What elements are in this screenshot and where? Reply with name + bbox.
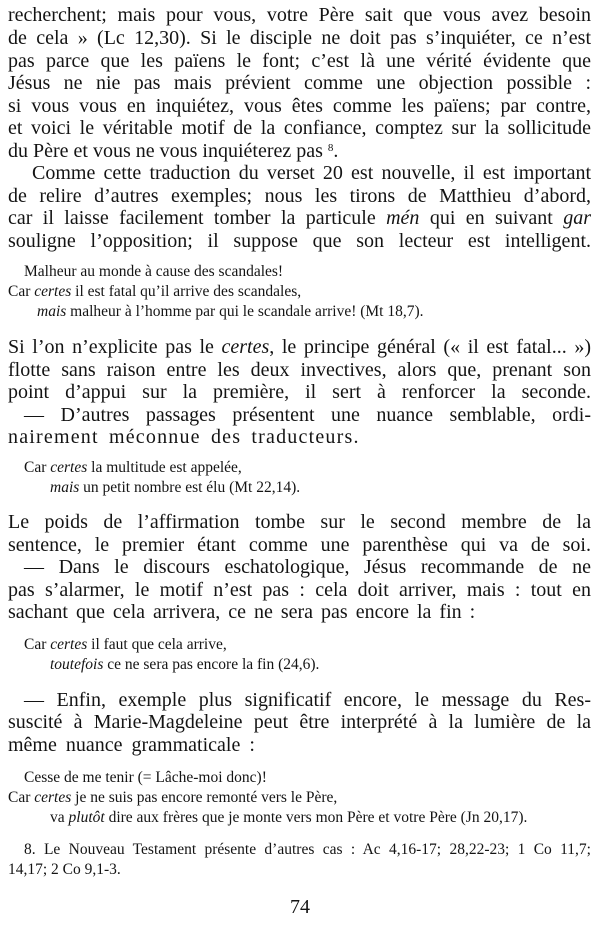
quote-line [50,478,300,497]
italic-term: certes [34,789,72,806]
text-line: sachant que cela arrivera, ce ne sera pas encore la fin : [8,601,476,623]
italic-term: certes [50,636,88,653]
text-line: — Dans le discours eschatologique, Jésus recommande de ne [24,556,591,578]
text-run: , le principe général (« il est fatal... ») [269,336,591,358]
italic-term: mén [386,207,420,229]
italic-term: certes [34,283,72,300]
text-line: si vous vous en inquiétez, vous êtes comme les païens; par contre, [8,95,591,117]
text-line: et voici le véritable motif de la confiance, comptez sur la sollicitude [8,117,591,139]
text-line: de relire d’autres exemples; nous les tirons de Matthieu d’abord, [8,185,591,207]
text-line [8,207,591,229]
text-run: va [50,809,69,826]
italic-term: toutefois [50,656,104,673]
text-run: car il laisse facilement tomber la particule [8,207,387,229]
italic-term: certes [50,459,88,476]
text-line: souligne l’opposition; il suppose que son lecteur est intelligent. [8,230,591,252]
text-run: ce ne sera pas encore la fin (24,6). [103,656,320,673]
text-run: Car [8,283,35,300]
text-line: Comme cette traduction du verset 20 est nouvelle, il est important [32,162,591,184]
quote-line [50,808,527,827]
text-run: . [333,140,339,162]
text-line: nairement méconnue des traducteurs. [8,426,360,448]
quote-line [24,458,242,477]
page-number: 74 [290,896,310,918]
footnote-line: 14,17; 2 Co 9,1-3. [8,861,121,878]
italic-term: mais [37,303,67,320]
text-line: de cela » (Lc 12,30). Si le disciple ne doit pas s’inquiéter, ce n’est [8,27,591,49]
text-line: point d’appui sur la première, il sert à renforcer la seconde. [8,381,591,403]
text-line: — Enfin, exemple plus significatif encore, le message du Res- [24,689,591,711]
text-line: Jésus ne nie pas mais prévient comme une objection possible : [8,72,591,94]
quote-line [37,302,424,321]
text-line: Le poids de l’affirmation tombe sur le second membre de la [8,511,591,533]
text-run: Si l’on n’explicite pas le [8,336,222,358]
italic-term: gar [563,207,591,229]
quote-line [50,655,319,674]
text-run: il est fatal qu’il arrive des scandales, [71,283,302,300]
quote-line: Malheur au monde à cause des scandales! [24,263,284,280]
text-run: la multitude est appelée, [87,459,242,476]
quote-line: Cesse de me tenir (= Lâche-moi donc)! [24,769,267,786]
text-run: qui en suivant [419,207,564,229]
text-run: du Père et vous ne vous inquiéterez pas [8,140,323,162]
text-run: il faut que cela arrive, [87,636,227,653]
italic-term: certes [221,336,270,358]
text-line: pas parce que les païens le font; c’est là une vérité évidente que [8,50,591,72]
quote-line [8,282,301,301]
footnote-line: 8. Le Nouveau Testament présente d’autres cas : Ac 4,16-17; 28,22-23; 1 Co 11,7; [24,841,591,858]
footnote-ref[interactable]: 8 [327,142,334,154]
text-run: je ne suis pas encore remonté vers le Père, [71,789,338,806]
text-run: malheur à l’homme par qui le scandale arrive! (Mt 18,7). [66,303,424,320]
text-line: suscité à Marie-Magdeleine peut être interprété à la lumière de la [8,711,591,733]
text-line [8,336,591,358]
text-run: Car [8,789,35,806]
italic-term: plutôt [68,809,105,826]
text-run: un petit nombre est élu (Mt 22,14). [79,479,301,496]
text-line: — D’autres passages présentent une nuance semblable, ordi- [24,404,591,426]
text-line: même nuance grammaticale : [8,734,255,756]
text-line: flotte sans raison entre les deux invectives, alors que, prenant son [8,359,591,381]
text-line: recherchent; mais pour vous, votre Père sait que vous avez besoin [8,4,591,26]
quote-line [24,635,227,654]
italic-term: mais [50,479,80,496]
text-line: sentence, le premier étant comme une parenthèse qui va de soi. [8,534,591,556]
text-line: pas s’alarmer, le motif n’est pas : cela doit arriver, mais : tout en [8,579,591,601]
text-run: Car [24,636,51,653]
text-line [8,140,591,162]
text-run: dire aux frères que je monte vers mon Père et votre Père (Jn 20,17). [104,809,528,826]
quote-line [8,788,337,807]
text-run: Car [24,459,51,476]
